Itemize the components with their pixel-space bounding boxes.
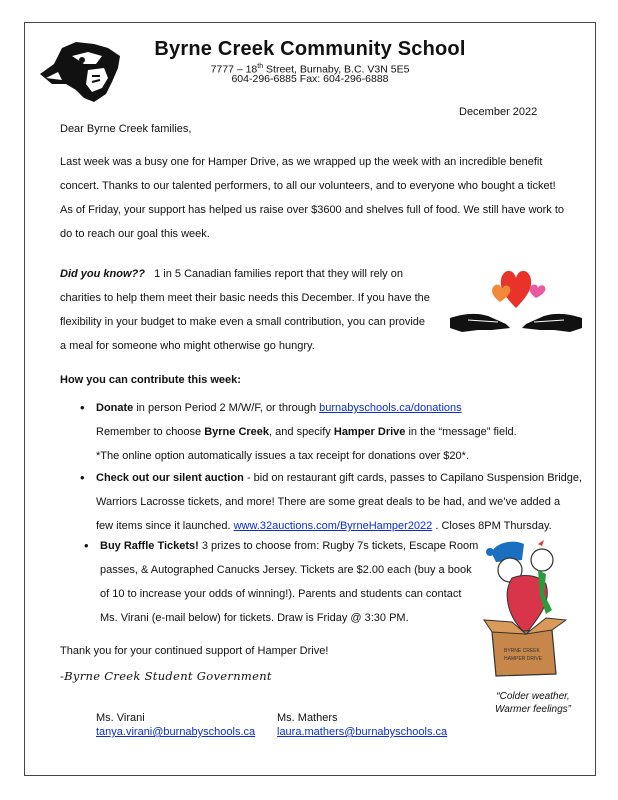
signoff: -Byrne Creek Student Government [60,669,272,683]
intro-line: As of Friday, your support has helped us raise over $3600 and shelves full of food. We still have work to [60,204,565,216]
snowman-box-icon [482,534,586,684]
auction-link[interactable]: www.32auctions.com/ByrneHamper2022 [233,520,433,532]
did-you-know-paragraph: Did you know?? 1 in 5 Canadian families report that they will rely on charities to help them meet their basic needs this December. If you have the flexibility in your budget to make even a small contribution, you can provide a meal for someone who might otherwise go hungry. [60,262,452,358]
intro-paragraph [60,150,580,246]
school-name: Byrne Creek Community School [154,38,466,60]
hearts-hands-icon [448,262,584,342]
intro-line: concert. Thanks to our talented performers, to all our volunteers, and to everyone who bought a ticket! [60,180,556,192]
did-you-know-label: Did you know?? [60,268,145,280]
contact-name: Ms. Virani [96,712,145,724]
did-you-know-line: flexibility in your budget to make even a small contribution, you can provide [60,316,426,328]
greeting: Dear Byrne Creek families, [60,123,192,135]
school-address: 7777 – 18th Street, Burnaby, B.C. V3N 5E5 [210,63,410,76]
intro-line: do to reach our goal this week. [60,228,210,240]
contact-email-link[interactable]: tanya.virani@burnabyschools.ca [96,726,256,738]
bulldog-logo-icon [32,34,128,106]
contact-name: Ms. Mathers [277,712,338,724]
raffle-item: Buy Raffle Tickets! 3 prizes to choose from: Rugby 7s tickets, Escape Room passes, & Autographed Canucks Jersey. Tickets are $2.00 each (buy a book of 10 to increase your odds of winning!). Parents and students can contact Ms. Virani (e-mail below) for tickets. Draw is Friday @ 3:30 PM. [100,540,479,624]
contribute-heading: How you can contribute this week: [60,374,241,386]
bullet-icon: • [80,400,85,415]
auction-item: Check out our silent auction - bid on restaurant gift cards, passes to Capilano Suspension Bridge, Warriors Lacrosse tickets, and more! There are some great deals to be had, and we’ve added a few items since it launched. www.32auctions.com/ByrneHamper2022 . Closes 8PM Thursday. [96,472,583,532]
svg-text:HAMPER DRIVE: HAMPER DRIVE [504,656,543,662]
contact-email-link[interactable]: laura.mathers@burnabyschools.ca [277,726,448,738]
svg-text:BYRNE CREEK: BYRNE CREEK [504,648,540,654]
did-you-know-line: charities to help them meet their basic needs this December. If you have the [60,292,430,304]
illustration-caption: “Colder weather, Warmer feelings” [495,691,571,715]
intro-line: Last week was a busy one for Hamper Drive, as we wrapped up the week with an incredible benefit [60,156,543,168]
bullet-icon: • [84,538,89,553]
school-phone-fax: 604-296-6885 Fax: 604-296-6888 [231,73,389,85]
thanks-line: Thank you for your continued support of Hamper Drive! [60,645,329,657]
did-you-know-line: a meal for someone who might otherwise go hungry. [60,340,315,352]
donate-item: Donate in person Period 2 M/W/F, or through burnabyschools.ca/donations Remember to choose Byrne Creek, and specify Hamper Drive in the “message” field. *The online option automatically issues a tax receipt for donations over $20*. [96,402,517,462]
bullet-icon: • [80,470,85,485]
letter-date: December 2022 [459,106,538,118]
donations-link[interactable]: burnabyschools.ca/donations [319,402,462,414]
